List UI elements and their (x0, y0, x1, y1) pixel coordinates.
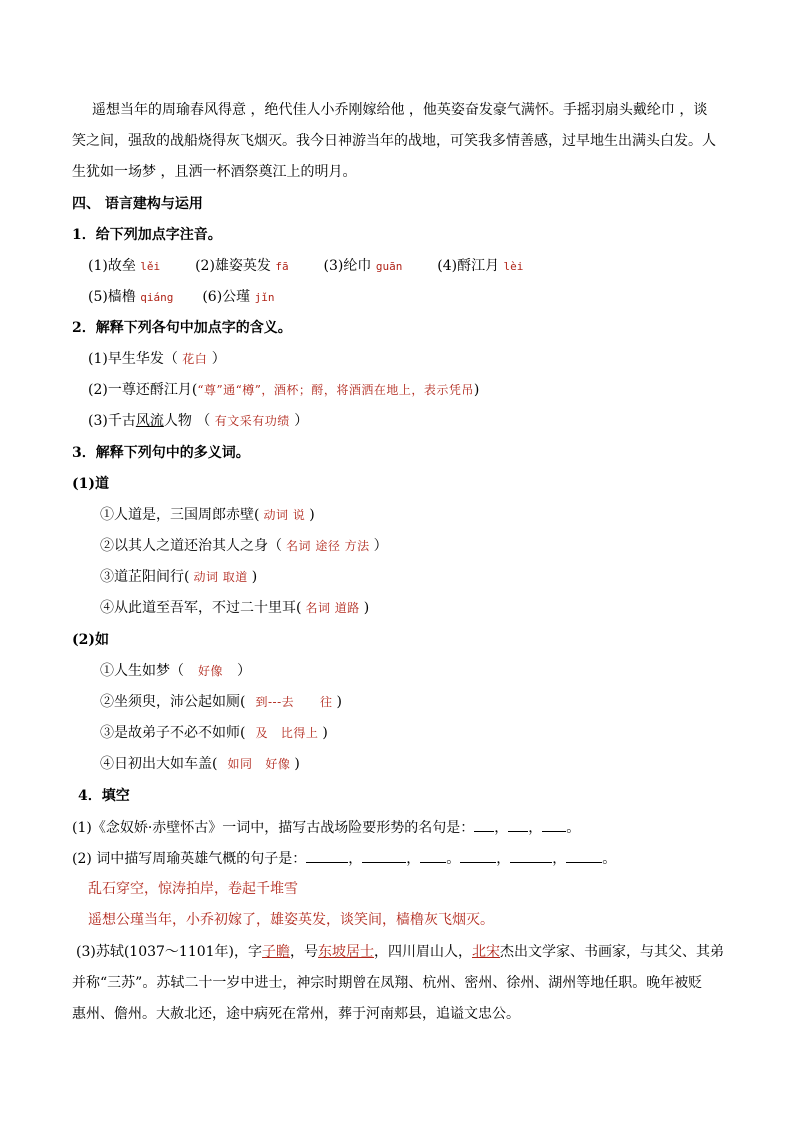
fill-blank (474, 817, 494, 832)
q3-item-answer: 动词 说 (263, 508, 306, 522)
q1-item-pinyin: qiáng (140, 291, 174, 304)
fill-blank (542, 817, 566, 832)
q2-item-text: 人物 （ (163, 413, 211, 429)
translation-line-2: 笑之间，强敌的战船烧得灰飞烟灭。我今日神游当年的战地，可笑我多情善感，过早地生出满头白发。人 (72, 133, 716, 149)
question-4-item-1: (1)《念奴娇·赤壁怀古》一词中，描写古战场险要形势的名句是： ， ， 。 (72, 817, 580, 838)
q3-item-text: ) (363, 600, 370, 616)
fill-blank (510, 848, 552, 863)
question-3-word-ru: (2)如 (72, 632, 109, 648)
q2-item-keyword: 还酹 (135, 382, 164, 398)
q1-item-label: (4)酹江月 (437, 258, 500, 274)
question-2-item-1 (88, 349, 226, 369)
q2-item-text: ） (211, 351, 226, 367)
q3-item-answer: 到---去 往 (255, 695, 333, 709)
q3-item-text: ） (237, 663, 252, 679)
bio-text: ，四川眉山人， (374, 944, 473, 960)
q2-item-text: 江月( (163, 382, 198, 398)
q3-item-text: ④日初出大如车盖( (100, 756, 218, 772)
q3-ru-item-1 (100, 661, 251, 681)
bio-text: ，号 (290, 944, 319, 960)
q4-item-text: (1)《念奴娇·赤壁怀古》一词中，描写古战场险要形势的名句是： (72, 820, 475, 836)
q2-item-text: ） (294, 413, 309, 429)
q4-item-text: (2) 词中描写周瑜英雄气概的句子是： (72, 851, 307, 867)
q3-item-text: ) (309, 507, 315, 523)
question-3-word-dao: (1)道 (72, 476, 109, 492)
q3-item-text: ①人生如梦（ (100, 663, 184, 679)
q3-item-answer: 动词 取道 (193, 570, 248, 584)
q3-item-text: ③道芷阳间行( (100, 569, 190, 585)
question-4-item-2: (2) 词中描写周瑜英雄气概的句子是： ， ， 。 ， ， 。 (72, 848, 616, 869)
q2-item-text: (1)早生 (88, 351, 136, 367)
q4-bio-line-3: 惠州、儋州。大赦北还，途中病死在常州，葬于河南郏县，追谥文忠公。 (72, 1006, 520, 1022)
q3-item-text: ) (294, 756, 300, 772)
q3-item-answer: 好像 (198, 664, 224, 678)
question-1-row-2 (88, 287, 275, 308)
q2-item-keyword: 风流 (135, 413, 164, 429)
q1-item-label: (2)雄姿英发 (195, 258, 271, 274)
bio-courtesy-name: 子瞻 (262, 944, 291, 960)
question-2-item-2 (88, 380, 479, 400)
question-1-row-1 (88, 256, 523, 277)
q1-item-label: (1)故垒 (88, 258, 136, 274)
fill-blank (420, 848, 446, 863)
q1-item-label: (3)纶巾 (323, 258, 372, 274)
bio-text: (3)苏轼(1037～1101年)，字 (76, 944, 263, 960)
q3-item-text: ) (336, 694, 342, 710)
q4-bio-line-1 (76, 942, 724, 962)
q3-dao-item-2 (100, 536, 388, 556)
q1-item-pinyin: lèi (503, 260, 524, 273)
q3-item-text: ） (373, 538, 388, 554)
q3-item-answer: 如同 好像 (227, 757, 291, 771)
q2-item-text: (3)千古 (88, 413, 136, 429)
q3-item-answer: 及 比得上 (255, 726, 319, 740)
q2-item-text: ) (473, 382, 480, 398)
q1-item-pinyin: lěi (140, 260, 161, 273)
fill-blank (508, 817, 528, 832)
q1-item-pinyin: jǐn (254, 291, 275, 304)
q4-bio-line-2: 并称“三苏”。苏轼二十一岁中进士，神宗时期曾在凤翔、杭州、密州、徐州、湖州等地任职。晚年被贬 (72, 975, 703, 991)
q4-answer-1: 乱石穿空，惊涛拍岸，卷起千堆雪 (88, 881, 298, 897)
fill-blank (460, 848, 496, 863)
fill-blank (306, 848, 348, 863)
q3-dao-item-1 (100, 505, 315, 525)
q2-item-text: (2)一尊 (88, 382, 136, 398)
question-2-item-3 (88, 411, 308, 431)
q3-item-answer: 名词 道路 (305, 601, 360, 615)
question-3-title: 3．解释下列句中的多义词。 (72, 445, 250, 461)
q3-item-text: ③是故弟子不必不如师( (100, 725, 246, 741)
q3-item-answer: 名词 途径 方法 (286, 539, 370, 553)
question-4-title: 4．填空 (78, 788, 130, 804)
q3-ru-item-3 (100, 723, 328, 743)
q1-item-pinyin: fā (275, 260, 289, 273)
fill-blank (566, 848, 602, 863)
q3-item-text: ) (251, 569, 258, 585)
bio-art-name: 东坡居士 (318, 944, 375, 960)
q3-item-text: ②坐须臾，沛公起如厕( (100, 694, 246, 710)
q2-item-keyword: 华发 (135, 351, 164, 367)
q2-item-answer: 花白 (182, 352, 208, 366)
q3-item-text: ) (322, 725, 328, 741)
section-heading: 四、 语言建构与运用 (72, 196, 203, 212)
q4-answer-2: 遥想公瑾当年，小乔初嫁了，雄姿英发，谈笑间，樯橹灰飞烟灭。 (88, 912, 494, 928)
translation-line-1: 遥想当年的周瑜春风得意 ，绝代佳人小乔刚嫁给他 ，他英姿奋发豪气满怀。手摇羽扇头戴纶巾 ，谈 (92, 102, 708, 118)
q3-ru-item-2 (100, 692, 342, 712)
q2-item-text: （ (163, 351, 178, 367)
q1-item-label: (5)樯橹 (88, 289, 136, 305)
q3-dao-item-4 (100, 598, 369, 618)
q2-item-answer: “尊”通“樽”，酒杯；酹，将酒洒在地上，表示凭吊 (197, 383, 474, 397)
q3-item-text: ④从此道至吾军，不过二十里耳( (100, 600, 302, 616)
q3-item-text: ②以其人之道还治其人之身（ (100, 538, 282, 554)
q3-dao-item-3 (100, 567, 257, 587)
fill-blank (362, 848, 406, 863)
question-1-title: 1．给下列加点字注音。 (72, 227, 222, 243)
bio-text: 杰出文学家、书画家，与其父、其弟 (500, 944, 725, 960)
bio-dynasty: 北宋 (472, 944, 501, 960)
question-2-title: 2．解释下列各句中加点字的含义。 (72, 320, 292, 336)
translation-line-3: 生犹如一场梦 ，且洒一杯酒祭奠江上的明月。 (72, 164, 357, 180)
q2-item-answer: 有文采有功绩 (214, 414, 290, 428)
q1-item-label: (6)公瑾 (202, 289, 251, 305)
q1-item-pinyin: guān (375, 260, 403, 273)
q3-ru-item-4 (100, 754, 300, 774)
q3-item-text: ①人道是，三国周郎赤壁( (100, 507, 260, 523)
